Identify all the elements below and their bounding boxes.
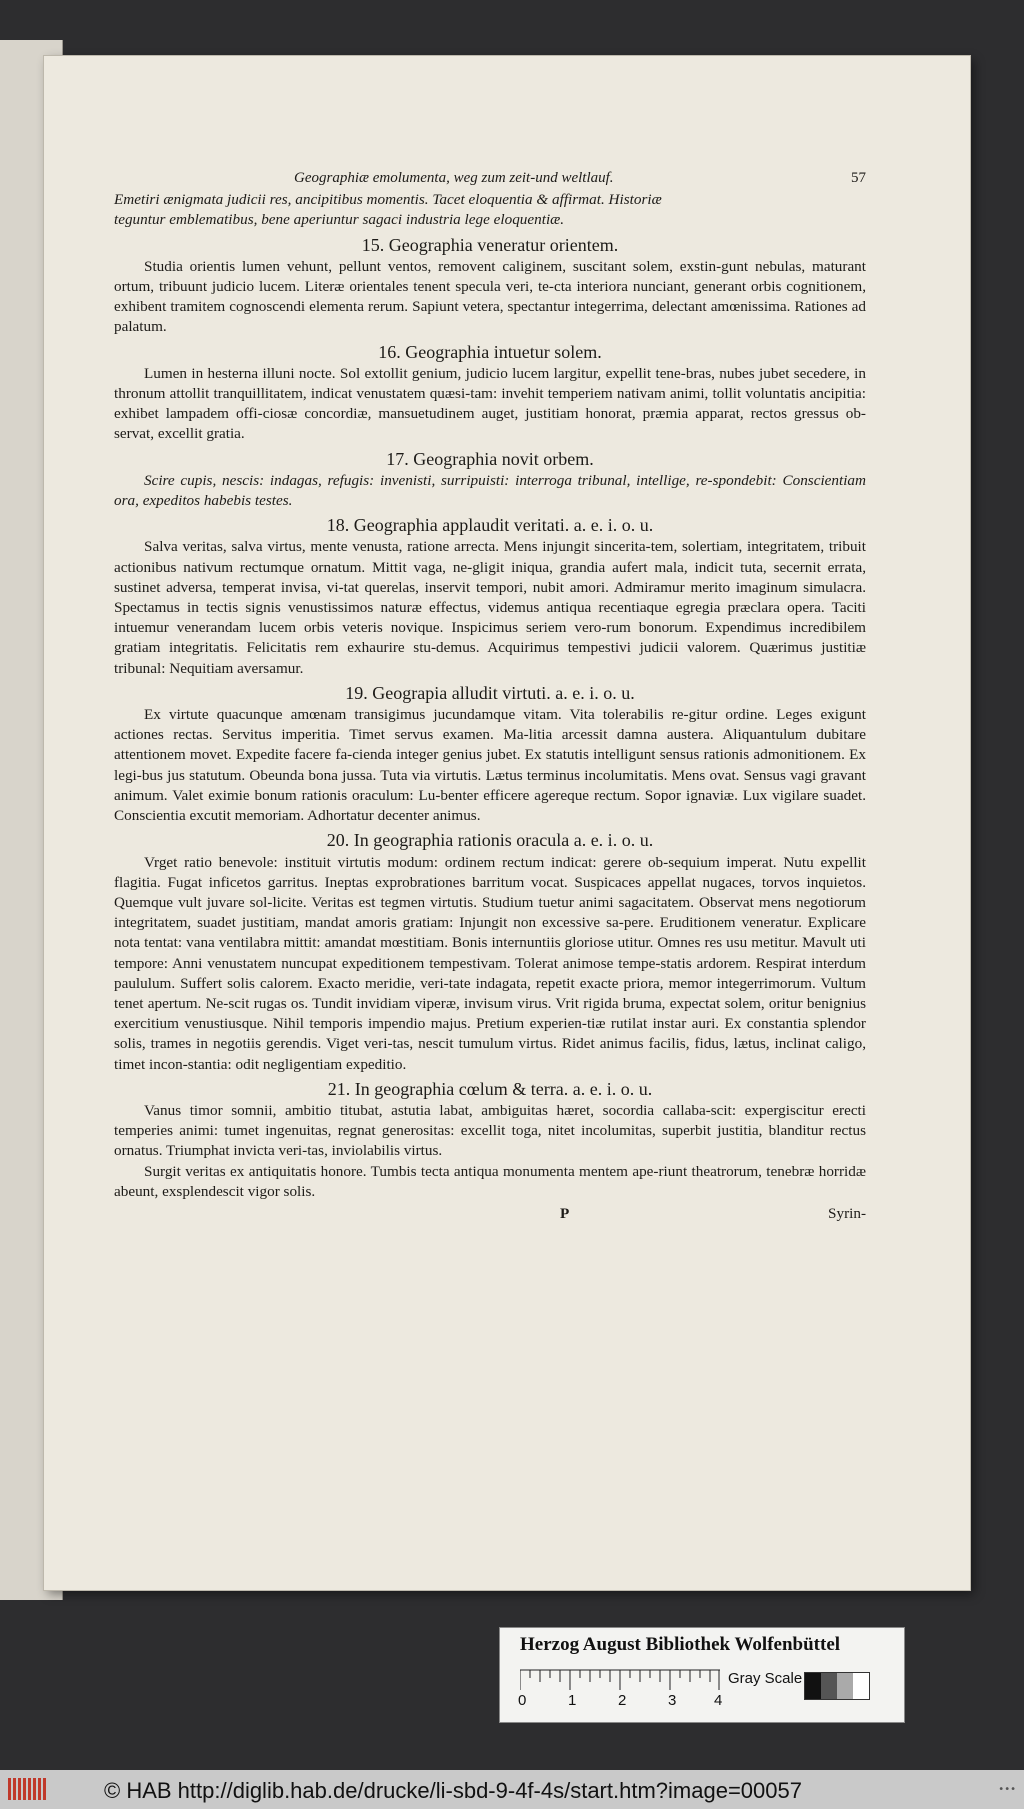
section-paragraph: Lumen in hesterna illuni nocte. Sol extollit genium, judicio lucem largitur, expellit tene-bras, nubes jubet secedere, in thronum attollit tranquillitatem, indicat venustatem quæsi-tam: invehit temperiem nativam animi, tollit voluntatis ancipitia: exhibet lampadem offi-ciosæ concordiæ, mansuetudinem auget, justitiam honorat, præmia apparat, rectos gressus ob-servat, excellit gratia.: [114, 364, 866, 443]
page-number: 57: [851, 170, 866, 186]
gray-scale-label: Gray Scale: [728, 1670, 803, 1687]
intro-line: teguntur emblematibus, bene aperiuntur sagaci industria lege eloquentiæ.: [114, 211, 565, 229]
section-19: [114, 683, 866, 826]
section-paragraph: Ex virtute quacunque amœnam transigimus jucundamque vitam. Vita tolerabilis re-gitur ordine. Leges exigunt actiones rectas. Servitus imperitia. Timet servus examen. Ma-litia arcessit damna austera. Aliquantulum dubitare attentionem movet. Expedite facere fa-cienda integer genius jubet. Ex statutis intelligunt sensus rationis admonitionem. Ex legi-bus jus statutum. Obeunda bona jussa. Tuta via virtutis. Lætus terminus incolumitatis. Mens ovat. Sensus vagi gravant animum. Valet eximie bonum rationis oraculum: Lu-benter efficere agereque rectum. Sopor ignaviæ. Lux vigilare suadet. Conscientia excutit memoriam. Adhortatur decenter animus.: [114, 706, 866, 825]
section-paragraph: Studia orientis lumen vehunt, pellunt ventos, removent caliginem, suscitant solem, exstin-gunt nebulas, maturant ortum, tribuunt judicio lucem. Literæ orientales tenent specula veri, te-cta interiora nunciant, generant orbis cognitionem, exhibent tramitem cognoscendi elementa rerum. Sapiunt vetera, spectantur integerrima, delectant amœnissima. Rationes ad palatum.: [114, 257, 866, 336]
ruler-tick: 1: [568, 1692, 577, 1709]
ruler-tick: 2: [618, 1692, 627, 1709]
ruler-tick: 4: [714, 1692, 723, 1709]
library-name: Herzog August Bibliothek Wolfenbüttel: [520, 1634, 841, 1655]
section-20: [114, 830, 866, 1074]
catchword: Syrin-: [828, 1204, 866, 1222]
running-head-title: Geographiæ emolumenta, weg zum zeit-und weltlauf.: [294, 170, 614, 186]
section-paragraph: Vrget ratio benevole: instituit virtutis modum: ordinem rectum indicat: gerere ob-sequium imperat. Nutu expellit flagitia. Fugat inficetos garritus. Ineptas exprobrationes barritum vocat. Suspicaces appellat nugaces, torvos inquietos. Quemque vult juvare sol-licite. Veritas est tegmen virtutis. Studium tuetur animi sagacitatem. Observat mens negotiorum integritatem, suadet justitiam, mandat amoris gratiam: Injungit non excessive sa-pere. Eruditionem veneratur. Explicare nota tentat: vana ventilabra mittit: amandat mœstitiam. Bonis internuntiis gloriose utitur. Omnes res usu metitur. Mavult uti tempore: Anni venustatem nuncupat expeditionem tempestivam. Tolerat animose tempe-statis ardorem. Respirat interdum paululum. Suffert solis calorem. Exacto meridie, veri-tate indagata, repetit exacte priora, memor integerrimorum. Vultum tenet apertum. Ne-scit rugas os. Tundit invidiam viperæ, invisum virus. Vrit rigida bruma, expectat solem, oritur benignius exercitium venustiusque. Nihil temporis impendio majus. Pretium experien-tiæ rutilat instar auri. Ex constantia splendor solis, trames in negotiis gerendis. Viget veri-tas, nescit tumulum virtus. Ridet animus facilis, fidus, lætus, inclinat caligo, timet incon-stantia: odit negligentiam expeditio.: [114, 853, 866, 1073]
section-paragraph: Scire cupis, nescis: indagas, refugis: invenisti, surripuisti: interroga tribunal, intellige, re-spondebit: Conscientiam ora, expeditos habebis testes.: [114, 471, 866, 510]
gray-scale-swatch: [804, 1672, 870, 1700]
intro-line: Emetiri ænigmata judicii res, ancipitibus momentis. Tacet eloquentia & affirmat. Historiæ: [114, 191, 662, 209]
signature-line: [114, 1204, 866, 1226]
ruler-tick: 0: [518, 1692, 527, 1709]
ruler-tick: 3: [668, 1692, 677, 1709]
section-title: 21. In geographia cœlum & terra. a. e. i. o. u.: [327, 1078, 653, 1099]
section-title: 17. Geographia novit orbem.: [386, 448, 594, 469]
section-18: [114, 515, 866, 679]
section-title: 19. Geograpia alludit virtuti. a. e. i. o. u.: [345, 682, 635, 703]
section-21: [114, 1079, 866, 1202]
source-url[interactable]: © HAB http://diglib.hab.de/drucke/li-sbd-9-4f-4s/start.htm?image=00057: [104, 1778, 802, 1803]
section-title: 20. In geographia rationis oracula a. e. i. o. u.: [326, 830, 654, 851]
section-15: [114, 235, 866, 338]
book-page: [44, 56, 970, 1590]
section-paragraph: Vanus timor somnii, ambitio titubat, astutia labat, ambiguitas hæret, socordia callaba-scit: expergiscitur erecti temperies animi: tumet ingenuitas, regnat generositas: excellit toga, nitet incolumitas, superbit justitia, blanditur rectus ornatus. Triumphat invicta veri-tas, inviolabilis virtus.: [114, 1101, 866, 1160]
ruler-scale: [520, 1668, 720, 1694]
section-title: 18. Geographia applaudit veritati. a. e. i. o. u.: [326, 515, 654, 536]
section-title: 15. Geographia veneratur orientem.: [361, 234, 619, 255]
running-head: [114, 168, 866, 188]
page-text: [114, 168, 866, 1226]
viewer-footer: [0, 1770, 1024, 1809]
section-paragraph: Salva veritas, salva virtus, mente venusta, ratione arrecta. Mens injungit sincerita-tem, solertiam, integritatem, tribuit actionibus nativum rectumque ornatum. Mittit vaga, ne-gligit iniqua, grandia aufert mala, indicit tuta, secernit errata, sustinet adversa, temperat invisa, vi-tat querelas, inservit tempori, nubit amori. Admiramur merito imaginum simulacra. Spectamus in tectis signis venustissimos naturæ effectus, videmus antiqua recentiaque egregia præclara opera. Taciti intuemur venerandam lucem orbis veteris novique. Inspicimus seriem vero-rum bonorum. Expendimus incredibilem gratiam integritatis. Felicitatis rem exhaurire stu-demus. Acquirimus tempestivi judicii valorem. Quærimus justitiæ tribunal: Nequitiam aversamur.: [114, 538, 866, 677]
section-17: [114, 449, 866, 512]
color-reference-card: [500, 1628, 904, 1722]
section-paragraph: Surgit veritas ex antiquitatis honore. Tumbis tecta antiqua monumenta mentem ape-riunt theatrorum, tenebræ horridæ abeunt, exsplendescit vigor solis.: [114, 1162, 866, 1200]
hab-logo-icon: [8, 1778, 48, 1800]
menu-dots-icon[interactable]: •••: [998, 1784, 1016, 1795]
signature-mark: P: [560, 1204, 570, 1222]
section-16: [114, 342, 866, 445]
section-title: 16. Geographia intuetur solem.: [378, 341, 602, 362]
